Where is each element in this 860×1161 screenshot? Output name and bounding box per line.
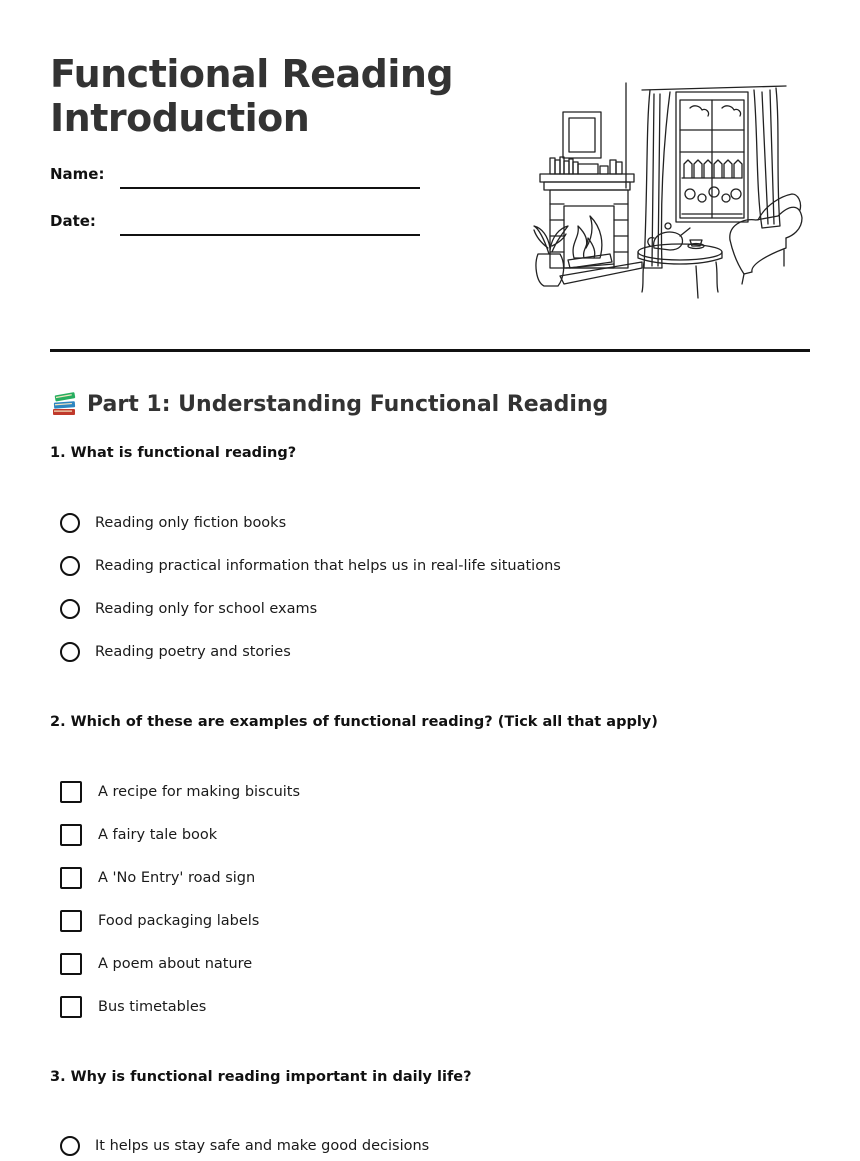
name-label: Name:	[50, 165, 105, 183]
q2-option-1-checkbox[interactable]	[60, 781, 82, 803]
q1-option-4-label: Reading poetry and stories	[95, 644, 291, 660]
q1-option-1[interactable]	[60, 511, 286, 535]
q2-option-2[interactable]	[60, 823, 217, 847]
date-field-row	[50, 212, 420, 236]
part1-heading	[50, 388, 608, 420]
q2-option-4-label: Food packaging labels	[98, 913, 260, 929]
q2-option-5-checkbox[interactable]	[60, 953, 82, 975]
section-divider	[50, 349, 810, 352]
q2-option-4-checkbox[interactable]	[60, 910, 82, 932]
q1-option-2[interactable]	[60, 554, 561, 578]
q2-option-4[interactable]	[60, 909, 259, 933]
q1-option-4-radio[interactable]	[60, 642, 80, 662]
living-room-illustration	[530, 78, 805, 300]
q3-option-1-radio[interactable]	[60, 1136, 80, 1156]
q1-option-2-label: Reading practical information that helps us in real-life situations	[95, 558, 561, 574]
q2-option-1-label: A recipe for making biscuits	[98, 784, 301, 800]
q1-option-3-label: Reading only for school exams	[95, 601, 318, 617]
q2-option-6-checkbox[interactable]	[60, 996, 82, 1018]
q2-option-1[interactable]	[60, 780, 300, 804]
q1-option-1-radio[interactable]	[60, 513, 80, 533]
q1-option-3[interactable]	[60, 597, 317, 621]
q2-option-3-checkbox[interactable]	[60, 867, 82, 889]
q2-option-5-label: A poem about nature	[98, 956, 253, 972]
name-field-row	[50, 165, 420, 189]
date-input-line[interactable]	[120, 234, 420, 236]
q1-option-2-radio[interactable]	[60, 556, 80, 576]
q1-option-4[interactable]	[60, 640, 291, 664]
q3-option-1-label: It helps us stay safe and make good decisions	[95, 1138, 430, 1154]
q2-option-2-checkbox[interactable]	[60, 824, 82, 846]
q1-option-3-radio[interactable]	[60, 599, 80, 619]
q3-option-1[interactable]	[60, 1134, 429, 1158]
q2-option-6-label: Bus timetables	[98, 999, 207, 1015]
question-3: 3. Why is functional reading important in daily life?	[50, 1069, 472, 1085]
title-line-2: Introduction	[50, 96, 310, 140]
q2-option-6[interactable]	[60, 995, 206, 1019]
q2-option-3[interactable]	[60, 866, 255, 890]
q2-option-5[interactable]	[60, 952, 252, 976]
name-input-line[interactable]	[120, 187, 420, 189]
books-icon	[50, 390, 78, 418]
question-2: 2. Which of these are examples of functional reading? (Tick all that apply)	[50, 714, 658, 730]
question-1: 1. What is functional reading?	[50, 445, 297, 461]
date-label: Date:	[50, 212, 96, 230]
part1-heading-text: Part 1: Understanding Functional Reading	[87, 391, 609, 417]
q2-option-3-label: A 'No Entry' road sign	[98, 870, 256, 886]
q2-option-2-label: A fairy tale book	[98, 827, 218, 843]
title-line-1: Functional Reading	[50, 52, 454, 96]
worksheet-title	[50, 52, 470, 140]
q1-option-1-label: Reading only fiction books	[95, 515, 287, 531]
